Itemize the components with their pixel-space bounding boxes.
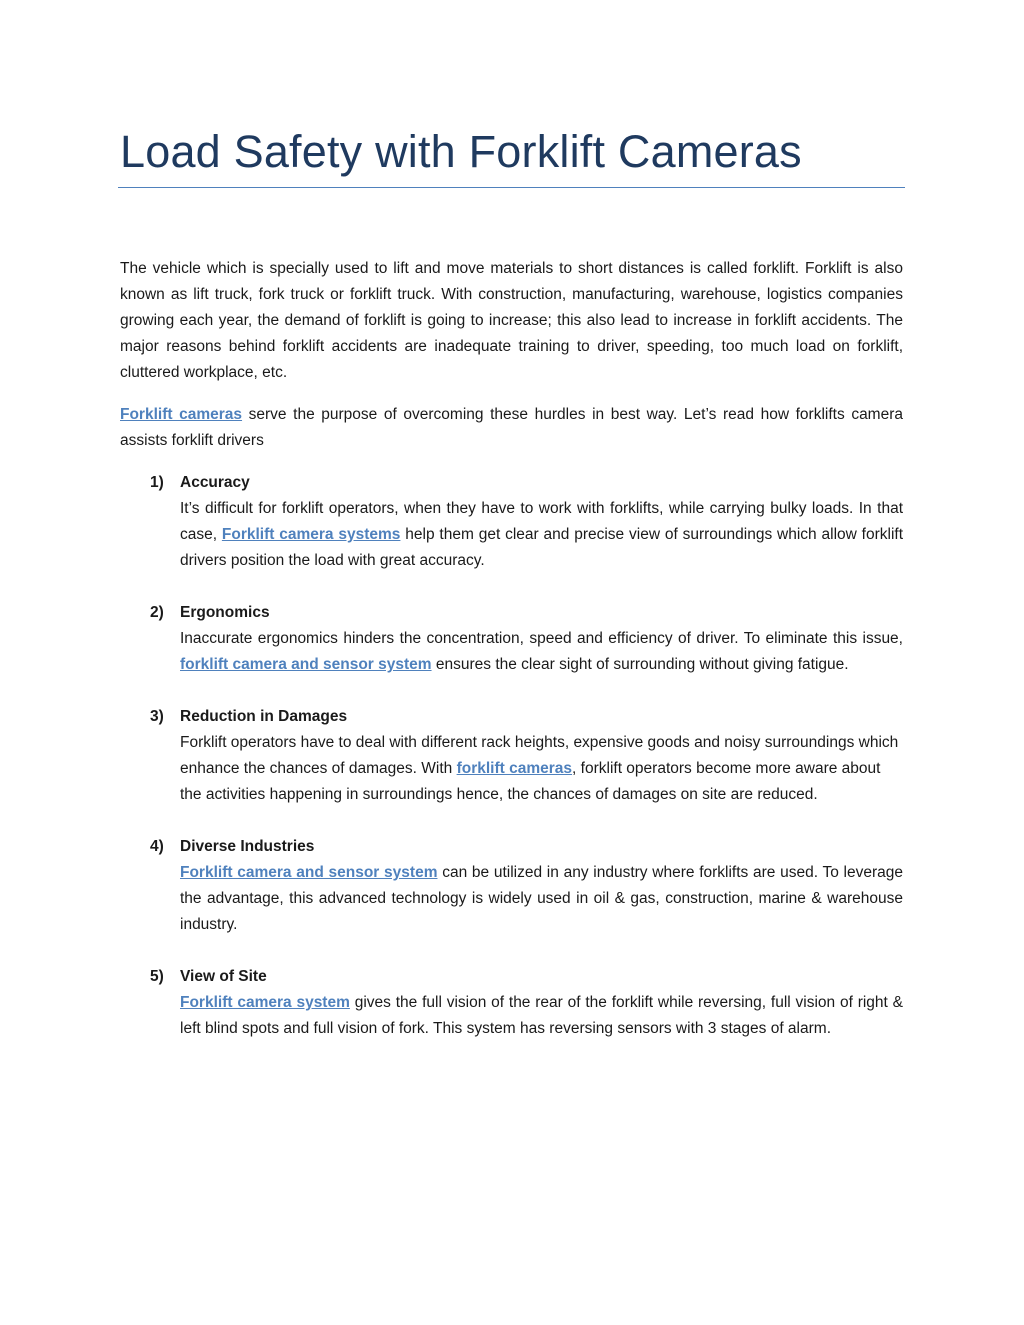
list-item-text [180,626,903,678]
list-item-number: 3) [150,708,164,725]
list-item-text-before: Forklift operators have to deal with different rack heights, expensive goods and noisy surroundings which enhance the chances of damages. With [180,734,899,777]
forklift-camera-systems-link[interactable]: Forklift camera systems [221,526,401,543]
forklift-camera-system-link[interactable]: Forklift camera system [180,994,350,1011]
list-item-text-after: can be utilized in any industry where forklifts are used. To leverage the advantage, this advanced technology is widely used in oil & gas, construction, marine & warehouse industry. [180,864,904,933]
list-item-number: 4) [150,838,164,855]
list-item-text [180,730,903,808]
list-item-text-after: ensures the clear sight of surrounding without giving fatigue. [431,656,849,673]
list-item-number: 5) [150,968,164,985]
document-body [120,256,903,1068]
list-item-text [180,990,903,1042]
forklift-camera-sensor-system-link[interactable]: forklift camera and sensor system [180,656,432,673]
forklift-cameras-link[interactable]: forklift cameras [456,760,573,777]
second-paragraph-text: serve the purpose of overcoming these hurdles in best way. Let’s read how forklifts camera assists forklift drivers [120,406,903,449]
intro-paragraph: The vehicle which is specially used to lift and move materials to short distances is called forklift. Forklift is also known as lift truck, fork truck or forklift truck. With construction, manufacturing, warehouse, logistics companies growing each year, the demand of forklift is going to increase; this also lead to increase in forklift accidents. The major reasons behind forklift accidents are inadequate training to driver, speeding, too much load on forklift, cluttered workplace, etc. [120,260,903,381]
second-paragraph [120,402,903,454]
title-divider [118,187,905,188]
list-item-text-before: Inaccurate ergonomics hinders the concentration, speed and efficiency of driver. To eliminate this issue, [180,630,903,647]
list-item-accuracy [120,470,903,574]
list-item-heading: Ergonomics [180,604,270,621]
list-item-heading: Diverse Industries [180,838,315,855]
list-item-heading: View of Site [180,968,267,985]
list-item-reduction-in-damages [120,704,903,808]
list-item-heading: Reduction in Damages [180,708,348,725]
page-title: Load Safety with Forklift Cameras [120,126,802,177]
forklift-cameras-link[interactable]: Forklift cameras [120,406,243,423]
list-item-text [180,496,903,574]
list-item-text-after: , forklift operators become more aware about the activities happening in surroundings hence, the chances of damages on site are reduced. [180,760,881,803]
list-item-ergonomics [120,600,903,678]
list-item-diverse-industries [120,834,903,938]
feature-list [120,470,903,1042]
list-item-view-of-site [120,964,903,1042]
list-item-text-after: gives the full vision of the rear of the forklift while reversing, full vision of right & left blind spots and full vision of fork. This system has reversing sensors with 3 stages of alarm. [180,994,904,1037]
list-item-number: 2) [150,604,164,621]
list-item-text-after: help them get clear and precise view of surroundings which allow forklift drivers position the load with great accuracy. [180,526,904,569]
list-item-text-before: It’s difficult for forklift operators, when they have to work with forklifts, while carrying bulky loads. In that case, [180,500,903,543]
list-item-heading: Accuracy [180,474,250,491]
list-item-text [180,860,903,938]
forklift-camera-sensor-system-link[interactable]: Forklift camera and sensor system [180,864,438,881]
list-item-number: 1) [150,474,164,491]
